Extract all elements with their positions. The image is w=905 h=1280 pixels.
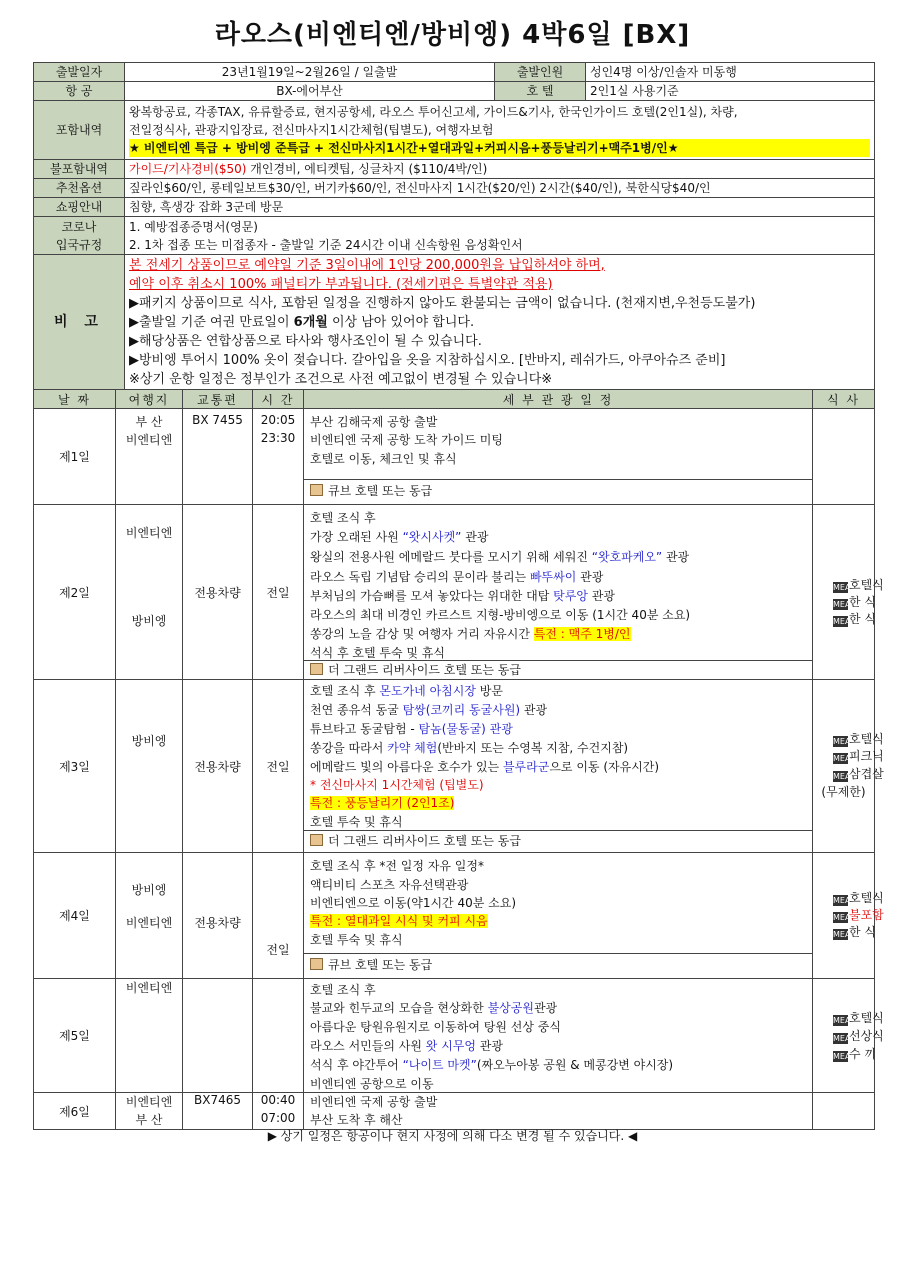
activity-text: 관광 <box>662 550 690 564</box>
meal-item <box>833 576 884 593</box>
activity: 비엔티엔 공항으로 이동 <box>310 1077 434 1091</box>
place: 방비엥 <box>131 734 167 748</box>
activity: 비엔티엔으로 이동(약1시간 40분 소요) <box>310 896 517 910</box>
notes-line: ※상기 운항 일정은 정부인가 조건으로 사전 예고없이 변경될 수 있습니다※ <box>129 371 553 387</box>
activity: 호텔 조식 후 *전 일정 자유 일정* <box>310 859 484 873</box>
activity <box>310 682 810 699</box>
hotel-icon <box>310 484 323 496</box>
transport: 전용차량 <box>194 916 241 930</box>
activity-text: 관광 <box>461 530 489 544</box>
excluded-label: 불포함내역 <box>34 160 125 179</box>
meal-icon: MEAL <box>833 913 855 922</box>
activity-text: 방문 <box>475 684 503 698</box>
activity-text: 가장 오래된 사원 <box>310 530 403 544</box>
sight-name: 빠뚜싸이 <box>529 570 577 584</box>
meal-item <box>833 765 884 782</box>
hotel-icon <box>310 958 323 970</box>
covid-label-line: 입국규정 <box>55 237 103 252</box>
hotel-label: 호 텔 <box>495 82 586 101</box>
sight-name: 탐놈(물동굴) 관광 <box>418 722 513 736</box>
covid-line: 2. 1차 접종 또는 미접종자 - 출발일 기준 24시간 이내 신속항원 음성확인서 <box>129 237 523 252</box>
place: 방비엥 <box>131 614 167 628</box>
special-perk: 특전 : 맥주 1병/인 <box>533 627 631 641</box>
meal-note: (무제한) <box>821 785 866 799</box>
flight: BX7465 <box>194 1093 241 1107</box>
day-label: 제5일 <box>34 979 116 1093</box>
hotel-name: 더 그랜드 리버사이드 호텔 또는 동급 <box>328 663 521 677</box>
people-value: 성인4명 이상/인솔자 미동행 <box>586 63 875 82</box>
col-meal: 식 사 <box>813 390 875 409</box>
activity <box>310 794 810 811</box>
activity-text: 으로 이동 (자유시간) <box>549 760 660 774</box>
meal-icon: MEAL <box>833 1034 855 1043</box>
activity: 호텔 투숙 및 휴식 <box>310 933 403 947</box>
guide-fee: 가이드/기사경비($50) <box>129 162 247 176</box>
meal-icon: MEAL <box>833 754 855 763</box>
activity-text: 왕실의 전용사원 에메랄드 붓다를 모시기 위해 세워진 <box>310 550 592 564</box>
activity-text: 라오스 독립 기념탑 승리의 문이라 불리는 <box>310 570 530 584</box>
activity: 호텔 투숙 및 휴식 <box>310 815 403 829</box>
hotel-icon <box>310 834 323 846</box>
included-highlight: ★ 비엔티엔 특급 + 방비엥 준특급 + 전신마사지1시간+열대과일+커피시음+풍등날리기+맥주1병/인★ <box>129 139 870 157</box>
activity <box>310 758 810 775</box>
shopping-value: 침향, 흑생강 잡화 3군데 방문 <box>125 198 875 217</box>
footer-note: ▶ 상기 일정은 항공이나 현지 사정에 의해 다소 변경 될 수 있습니다. ◀ <box>267 1129 638 1143</box>
activity-text: 관광 <box>576 570 604 584</box>
activity <box>310 720 810 737</box>
meal-item <box>833 747 884 764</box>
place: 부 산 <box>135 1113 163 1127</box>
meal-icon: MEAL <box>833 1052 855 1061</box>
activity-text: 관광 <box>475 1039 503 1053</box>
place: 비엔티엔 <box>125 526 173 540</box>
activity-text: 호텔 조식 후 <box>310 684 380 698</box>
activity-text: 에메랄드 빛의 아름다운 호수가 있는 <box>310 760 503 774</box>
notes-label: 비 고 <box>34 255 125 390</box>
flight: BX 7455 <box>192 413 243 427</box>
notes-text: ▶출발일 기준 여권 만료일이 <box>129 314 294 330</box>
activity <box>310 912 810 929</box>
time: 07:00 <box>260 1111 296 1125</box>
notes-value <box>125 255 875 390</box>
sight-name: “나이트 마켓” <box>402 1058 477 1072</box>
hotel-name: 큐브 호텔 또는 동급 <box>328 958 433 972</box>
meal-text: 불포함 <box>849 908 884 922</box>
notes-bold: 6개월 <box>293 314 328 330</box>
meal-item <box>833 1045 876 1062</box>
activity <box>310 701 810 718</box>
meal-icon: MEAL <box>833 583 855 592</box>
sight-name: “왓호파케오” <box>591 550 663 564</box>
excluded-rest: 개인경비, 에티켓팁, 싱글차지 ($110/4박/인) <box>246 162 488 176</box>
hotel-line <box>304 660 812 679</box>
day-row <box>34 680 875 853</box>
activity <box>310 1037 810 1054</box>
page-title: 라오스(비엔티엔/방비엥) 4박6일 [BX] <box>214 20 691 50</box>
col-time: 시 간 <box>253 390 304 409</box>
place: 비엔티엔 <box>125 916 173 930</box>
sight-name: 탐쌍(코끼리 동굴사원) <box>402 703 521 717</box>
meal-item <box>833 593 876 610</box>
sight-name: 왓 시무엉 <box>425 1039 476 1053</box>
day-row <box>34 1093 875 1130</box>
time: 00:40 <box>260 1093 296 1107</box>
notes-line <box>129 313 870 332</box>
covid-line: 1. 예방접종증명서(영문) <box>129 219 258 234</box>
col-place: 여행지 <box>116 390 183 409</box>
activity: 부산 도착 후 해산 <box>310 1113 403 1127</box>
activity-text: 관광 <box>533 1001 558 1015</box>
time: 전일 <box>266 943 290 957</box>
meal-icon: MEAL <box>833 617 855 626</box>
meal-item <box>833 906 884 923</box>
activity-text: 부처님의 가슴뼈를 모셔 놓았다는 위대한 대탑 <box>310 589 554 603</box>
meal-text: 한 식 <box>849 925 876 939</box>
special-perk: 특전 : 풍등날리기 (2인1조) <box>310 796 455 810</box>
meal-text: 한 식 <box>849 595 876 609</box>
col-date: 날 짜 <box>34 390 116 409</box>
activity-text: 라오스 서민들의 사원 <box>310 1039 426 1053</box>
activity <box>310 568 810 585</box>
activity-text: 천연 종유석 동굴 <box>310 703 403 717</box>
meal-icon: MEAL <box>833 772 855 781</box>
activity: * 전신마사지 1시간체험 (팁별도) <box>310 778 484 792</box>
covid-label <box>34 217 125 255</box>
activity <box>310 548 810 565</box>
activity: 호텔 조식 후 <box>310 511 376 525</box>
activity: 석식 후 호텔 투숙 및 휴식 <box>310 646 445 660</box>
notes-line: ▶해당상품은 연합상품으로 타사와 행사조인이 될 수 있습니다. <box>129 333 482 349</box>
hotel-line <box>304 953 812 976</box>
place: 부 산 <box>135 415 163 429</box>
activity-text: 불교와 힌두교의 모습을 현상화한 <box>310 1001 488 1015</box>
notes-text: 이상 남아 있어야 합니다. <box>327 314 475 330</box>
covid-value <box>125 217 875 255</box>
meal-icon: MEAL <box>833 930 855 939</box>
meal-item <box>833 889 884 906</box>
hotel-value: 2인1실 사용기준 <box>586 82 875 101</box>
day-label: 제4일 <box>34 853 116 979</box>
special-perk: 특전 : 열대과일 시식 및 커피 시음 <box>310 914 488 928</box>
day-row <box>34 505 875 680</box>
activity: 라오스의 최대 비경인 카르스트 지형-방비엥으로 이동 (1시간 40분 소요) <box>310 608 691 622</box>
meal-item <box>833 730 884 747</box>
info-table <box>33 62 875 390</box>
meal-icon: MEAL <box>833 896 855 905</box>
meal-item <box>833 1009 884 1026</box>
airline-label: 항 공 <box>34 82 125 101</box>
day-label: 제1일 <box>34 409 116 505</box>
activity-text: 관광 <box>587 589 615 603</box>
place: 방비엥 <box>131 883 167 897</box>
col-detail: 세 부 관 광 일 정 <box>304 390 813 409</box>
hotel-name: 더 그랜드 리버사이드 호텔 또는 동급 <box>328 834 521 848</box>
place: 비엔티엔 <box>125 981 173 995</box>
excluded-value <box>125 160 875 179</box>
activity-text: 관광 <box>520 703 548 717</box>
sight-name: 탓루앙 <box>553 589 588 603</box>
day-row <box>34 409 875 505</box>
day-label: 제6일 <box>34 1093 116 1130</box>
meal-text: 선상식 <box>849 1029 884 1043</box>
included-value <box>125 101 875 160</box>
activity: 호텔로 이동, 체크인 및 휴식 <box>310 452 457 466</box>
activity-text: 튜브타고 동굴탐험 - <box>310 722 419 736</box>
activity <box>310 528 810 545</box>
day-label: 제3일 <box>34 680 116 853</box>
day-label: 제2일 <box>34 505 116 680</box>
meal-text: 수 끼 <box>849 1047 876 1061</box>
activity: 부산 김해국제 공항 출발 <box>310 415 438 429</box>
sight-name: 몬도가네 아침시장 <box>379 684 476 698</box>
hotel-line <box>304 830 812 851</box>
people-label: 출발인원 <box>495 63 586 82</box>
activity: 호텔 조식 후 <box>310 983 376 997</box>
activity: 비엔티엔 국제 공항 도착 가이드 미팅 <box>310 433 503 447</box>
activity-text: (짜오누아봉 공원 & 메콩강변 야시장) <box>476 1058 674 1072</box>
sight-name: “왓시사켓” <box>402 530 462 544</box>
activity <box>310 1056 810 1073</box>
activity <box>310 587 810 604</box>
activity-text: 쏭강의 노을 감상 및 여행자 거리 자유시간 <box>310 627 534 641</box>
meal-text: 호텔식 <box>849 732 884 746</box>
notes-warning: 예약 이후 취소시 100% 패널티가 부과됩니다. (전세기편은 특별약관 적용) <box>129 276 553 292</box>
meal-text: 한 식 <box>849 612 876 626</box>
meal-text: 피크닉 <box>849 749 884 763</box>
meal-text: 호텔식 <box>849 1011 884 1025</box>
notes-warning: 본 전세기 상품이므로 예약일 기준 3일이내에 1인당 200,000원을 납입하셔야 하며, <box>129 257 605 273</box>
sight-name: 블루라군 <box>502 760 550 774</box>
schedule-table <box>33 389 884 1130</box>
meal-item <box>833 610 876 627</box>
meal-icon: MEAL <box>833 737 855 746</box>
meal-item <box>833 1027 884 1044</box>
activity <box>310 625 810 642</box>
day-row <box>34 853 875 979</box>
sight-name: 카약 체험 <box>387 741 438 755</box>
col-transport: 교통편 <box>183 390 253 409</box>
transport: 전용차량 <box>183 680 253 853</box>
shopping-label: 쇼핑안내 <box>34 198 125 217</box>
activity-text: 석식 후 야간투어 <box>310 1058 403 1072</box>
time: 전일 <box>253 505 304 680</box>
options-label: 추천옵션 <box>34 179 125 198</box>
meal-icon: MEAL <box>833 600 855 609</box>
included-line: 전일정식사, 관광지입장료, 전신마사지1시간체험(팁별도), 여행자보험 <box>129 123 494 137</box>
activity: 액티비티 스포츠 자유선택관광 <box>310 878 469 892</box>
hotel-line <box>304 479 812 502</box>
activity-text: 쏭강을 따라서 <box>310 741 388 755</box>
activity <box>310 999 810 1016</box>
time: 20:05 <box>260 413 296 427</box>
meal-icon: MEAL <box>833 1016 855 1025</box>
notes-line: ▶패키지 상품이므로 식사, 포함된 일정을 진행하지 않아도 환불되는 금액이 없습니다. (천재지변,우천등도불가) <box>129 295 756 311</box>
included-line: 왕복항공료, 각종TAX, 유류할증료, 현지공항세, 라오스 투어신고세, 가이드&기사, 한국인가이드 호텔(2인1실), 차량, <box>129 105 738 119</box>
day-row <box>34 979 875 1093</box>
transport: 전용차량 <box>183 505 253 680</box>
airline-value: BX-에어부산 <box>125 82 495 101</box>
hotel-icon <box>310 663 323 675</box>
place: 비엔티엔 <box>125 433 173 447</box>
activity: 비엔티엔 국제 공항 출발 <box>310 1095 438 1109</box>
hotel-name: 큐브 호텔 또는 동급 <box>328 484 433 498</box>
meal-text: 호텔식 <box>849 891 884 905</box>
sight-name: 불상공원 <box>487 1001 534 1015</box>
included-label: 포함내역 <box>34 101 125 160</box>
place: 비엔티엔 <box>125 1095 173 1109</box>
time: 전일 <box>253 680 304 853</box>
activity-text: (반바지 또는 수영복 지참, 수건지참) <box>437 741 629 755</box>
meal-text: 호텔식 <box>849 578 884 592</box>
options-value: 짚라인$60/인, 롱테일보트$30/인, 버기카$60/인, 전신마사지 1시간($20/인) 2시간($40/인), 북한식당$40/인 <box>125 179 875 198</box>
notes-line: ▶방비엥 투어시 100% 옷이 젖습니다. 갈아입을 옷을 지참하십시오. [반바지, 레쉬가드, 아쿠아슈즈 준비] <box>129 352 726 368</box>
activity: 아름다운 탕원유원지로 이동하여 탕원 선상 중식 <box>310 1020 561 1034</box>
activity <box>310 739 810 756</box>
time: 23:30 <box>260 431 296 445</box>
covid-label-line: 코로나 <box>61 219 97 234</box>
departure-label: 출발일자 <box>34 63 125 82</box>
meal-text: 삼겹살 <box>849 767 884 781</box>
departure-value: 23년1월19일~2월26일 / 일출발 <box>125 63 495 82</box>
meal-item <box>833 923 876 940</box>
